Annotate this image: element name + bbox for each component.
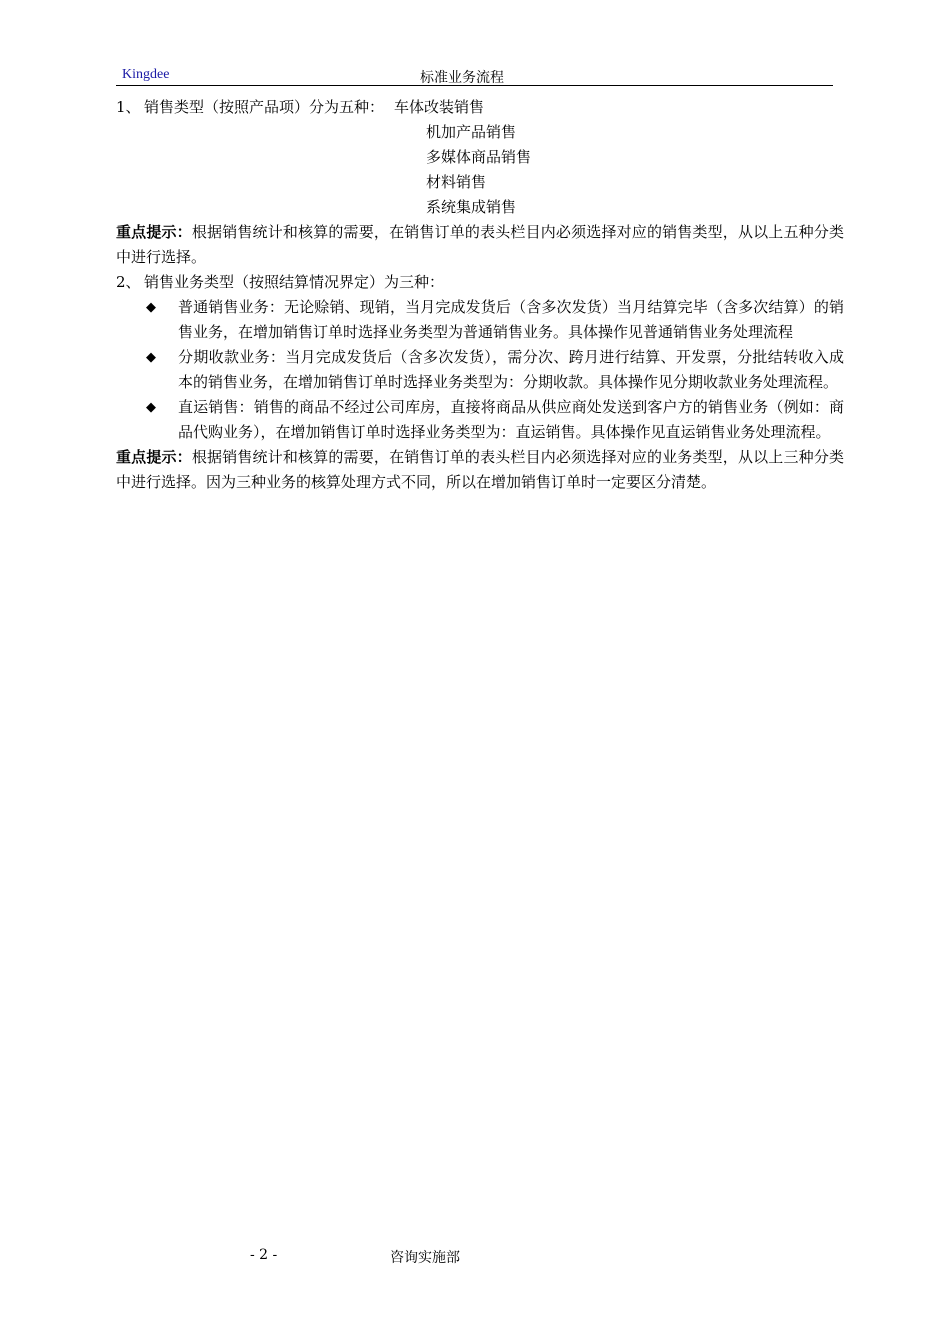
list-item-text: 普通销售业务：无论赊销、现销，当月完成发货后（含多次发货）当月结算完毕（含多次结算）的销售业务，在增加销售订单时选择业务类型为普通销售业务。具体操作见普通销售业务处理流程 [178, 298, 844, 341]
sales-type-item: 车体改装销售 [394, 98, 485, 116]
list-item [146, 295, 844, 345]
key-note-2 [116, 445, 844, 495]
section-1-heading [116, 95, 844, 120]
key-note-1 [116, 220, 844, 270]
header-title: 标准业务流程 [420, 70, 504, 86]
sales-type-item: 材料销售 [426, 173, 487, 191]
section-2-heading [116, 270, 844, 295]
header-brand: Kingdee [122, 67, 170, 82]
key-note-label: 重点提示： [116, 448, 192, 466]
header-divider [116, 85, 833, 86]
page-number: - 2 - [250, 1247, 278, 1263]
list-item [146, 395, 844, 445]
sales-type-item: 机加产品销售 [426, 123, 517, 141]
key-note-text: 根据销售统计和核算的需要，在销售订单的表头栏目内必须选择对应的销售类型，从以上五种分类中进行选择。 [116, 223, 844, 266]
document-body [116, 95, 844, 495]
section-2-number: 2、 [116, 273, 141, 291]
diamond-bullet-icon: ◆ [146, 400, 156, 415]
list-item-text: 分期收款业务：当月完成发货后（含多次发货），需分次、跨月进行结算、开发票，分批结转收入成本的销售业务，在增加销售订单时选择业务类型为：分期收款。具体操作见分期收款业务处理流程。 [178, 348, 844, 391]
diamond-bullet-icon: ◆ [146, 350, 156, 365]
list-item [146, 345, 844, 395]
key-note-label: 重点提示： [116, 223, 192, 241]
key-note-text: 根据销售统计和核算的需要，在销售订单的表头栏目内必须选择对应的业务类型，从以上三种分类中进行选择。因为三种业务的核算处理方式不同，所以在增加销售订单时一定要区分清楚。 [116, 448, 844, 491]
sales-type-item: 多媒体商品销售 [426, 148, 532, 166]
section-1-number: 1、 [116, 98, 141, 116]
section-1-label: 销售类型（按照产品项）分为五种： [144, 98, 385, 116]
sales-type-item: 系统集成销售 [426, 198, 517, 216]
footer-department: 咨询实施部 [390, 1250, 460, 1266]
diamond-bullet-icon: ◆ [146, 300, 156, 315]
list-item-text: 直运销售：销售的商品不经过公司库房，直接将商品从供应商处发送到客户方的销售业务（例如：商品代购业务），在增加销售订单时选择业务类型为：直运销售。具体操作见直运销售业务处理流程。 [178, 398, 844, 441]
section-2-label: 销售业务类型（按照结算情况界定）为三种： [144, 273, 445, 291]
